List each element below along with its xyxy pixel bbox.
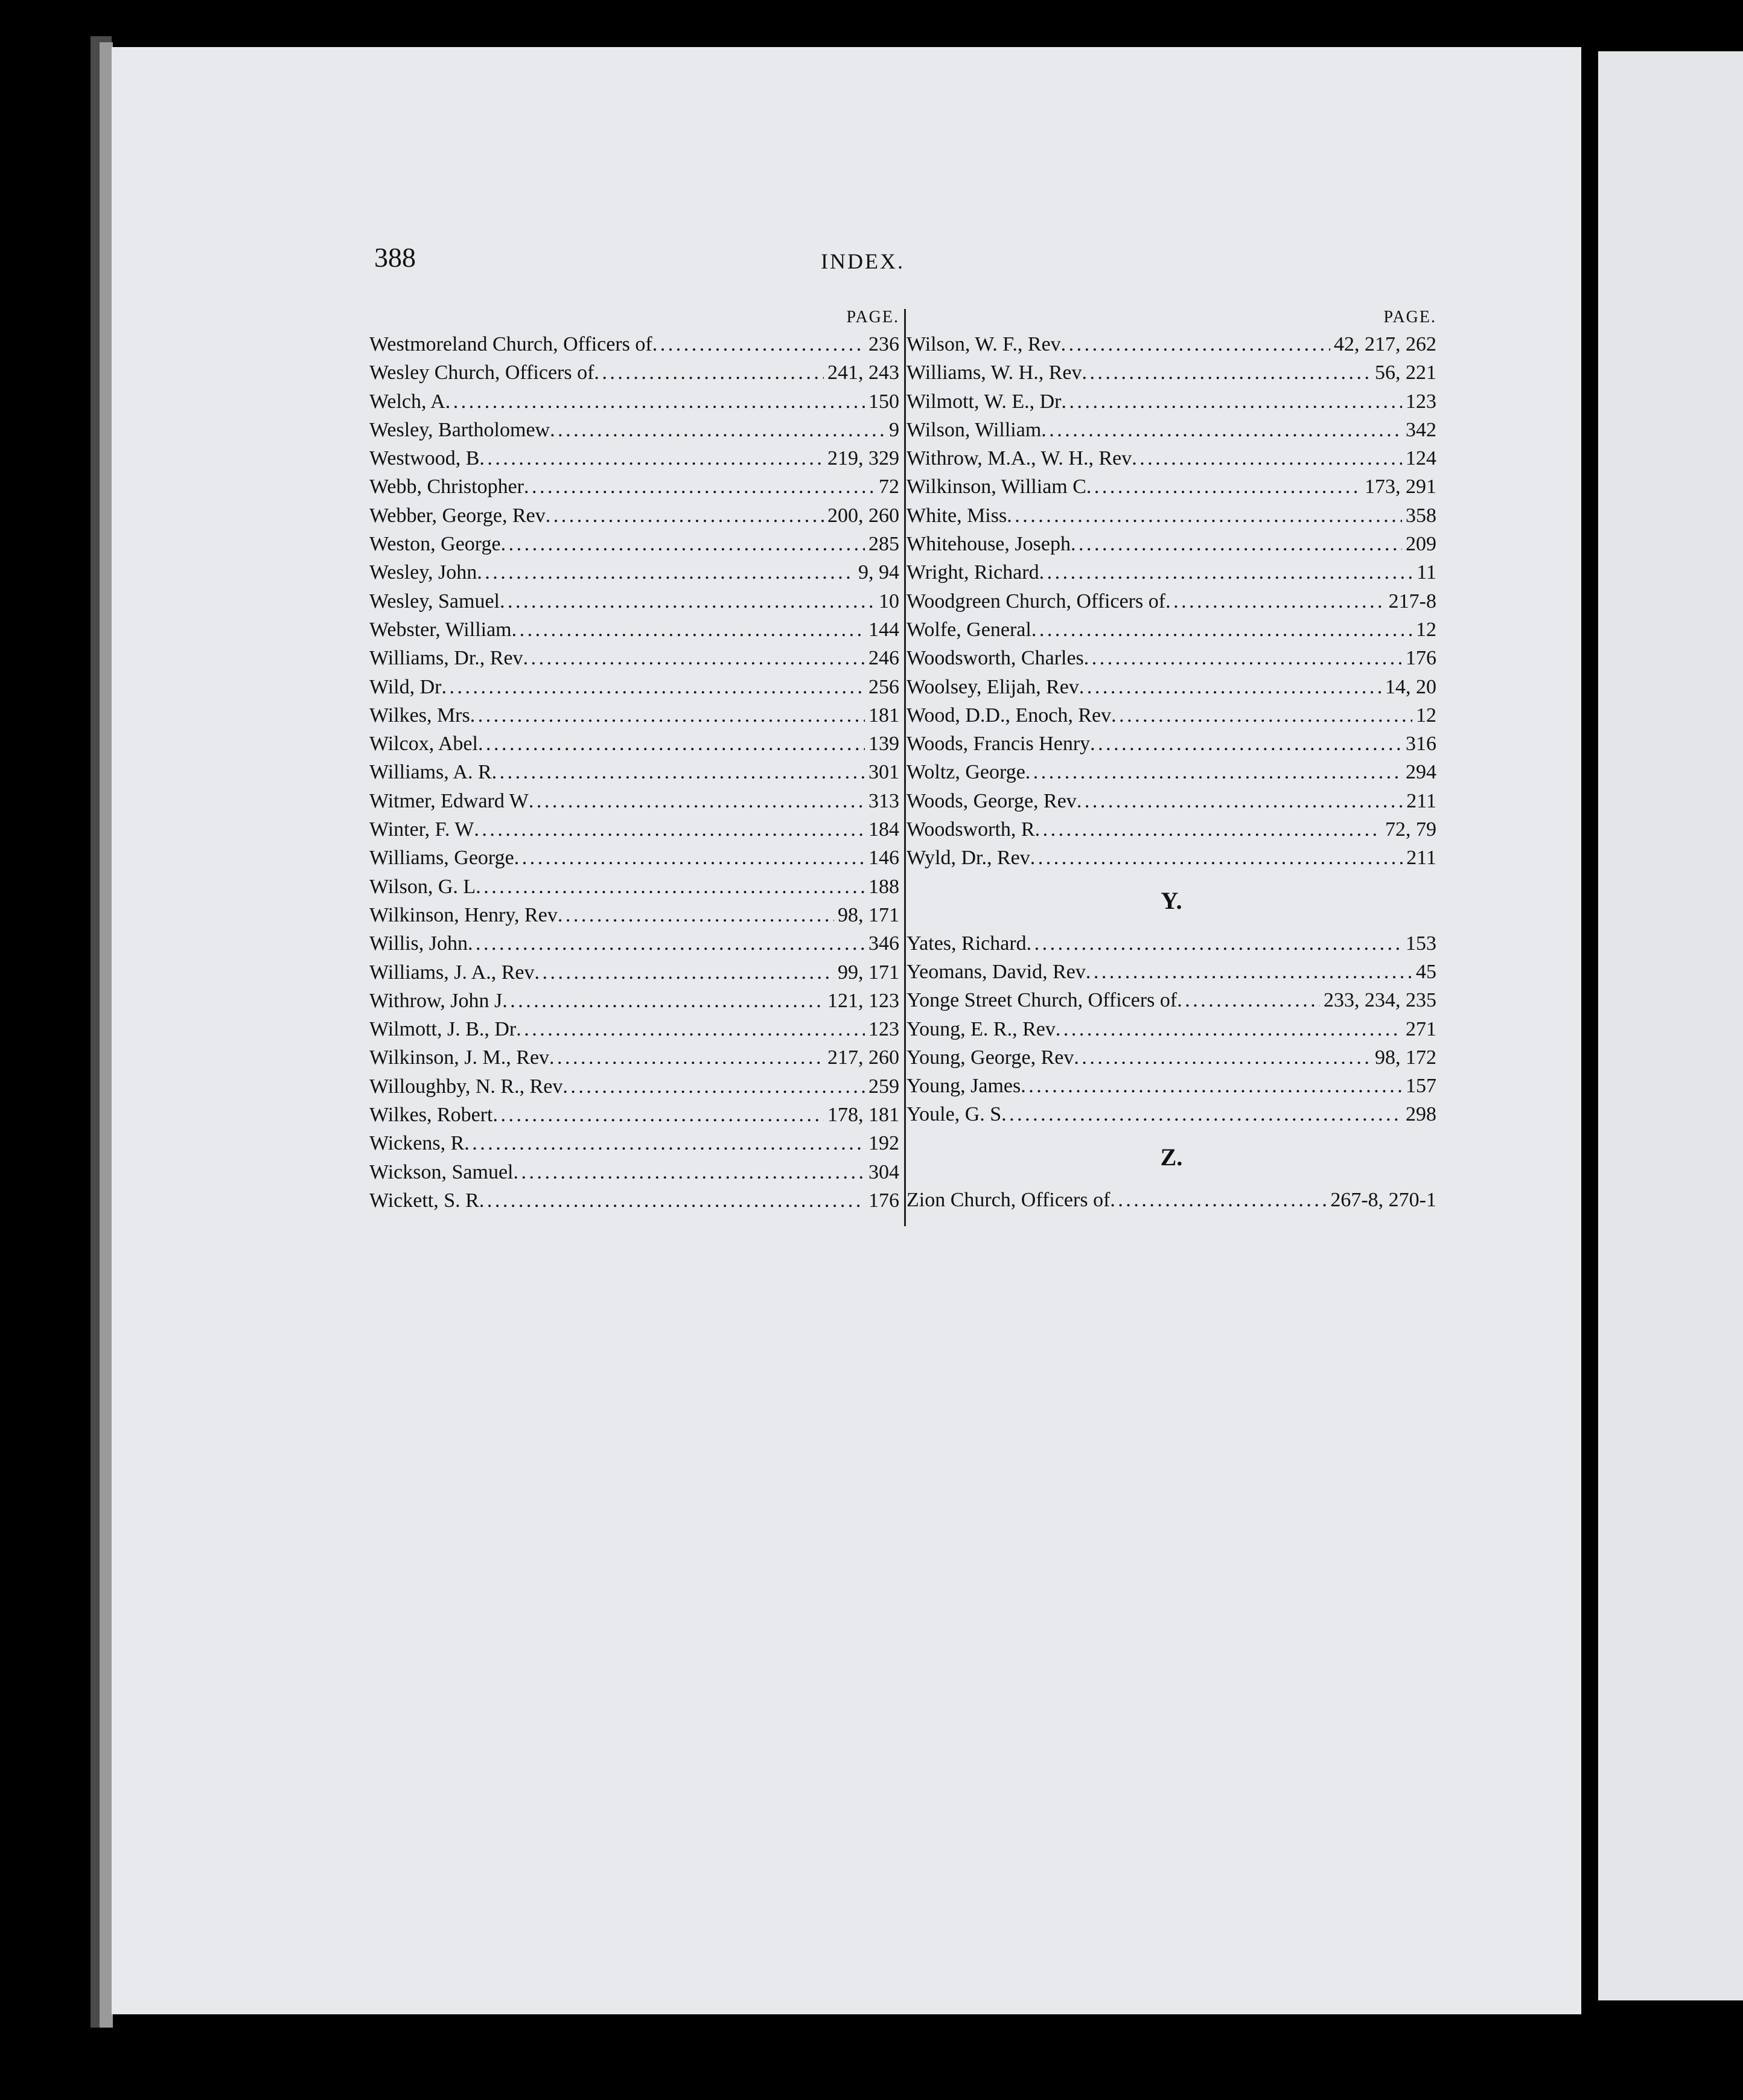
entry-pages: 358: [1406, 504, 1436, 527]
entry-pages: 45: [1416, 960, 1436, 983]
index-entry: [907, 530, 1436, 558]
index-entry: [907, 358, 1436, 387]
leader-dots: [1090, 730, 1402, 758]
left-entry-list: [369, 330, 899, 1215]
entry-pages: 72, 79: [1385, 818, 1436, 841]
index-entry: [369, 929, 899, 958]
index-entry: [907, 330, 1436, 358]
entry-pages: 173, 291: [1365, 476, 1436, 498]
index-entry: [369, 644, 899, 672]
index-entry: [369, 873, 899, 901]
leader-dots: [1111, 701, 1412, 730]
entry-pages: 200, 260: [827, 504, 899, 527]
index-entry: [369, 472, 899, 501]
index-entry: [369, 587, 899, 616]
index-entry: [907, 501, 1436, 530]
entry-name: Young, George, Rev: [907, 1046, 1074, 1069]
entry-name: Youle, G. S: [907, 1103, 1002, 1126]
entry-name: Wilcox, Abel: [369, 733, 478, 756]
index-entry: [907, 758, 1436, 786]
entry-name: Wilson, G. L: [369, 875, 476, 898]
entry-name: Westwood, B: [369, 447, 480, 470]
index-entry: [369, 787, 899, 815]
leader-dots: [479, 1186, 865, 1215]
leader-dots: [502, 987, 824, 1015]
index-entry: [369, 558, 899, 587]
facing-page: [1598, 51, 1743, 2000]
entry-pages: 42, 217, 262: [1334, 333, 1436, 355]
leader-dots: [477, 558, 855, 587]
index-entry: [907, 701, 1436, 730]
leader-dots: [1031, 616, 1412, 644]
leader-dots: [1079, 673, 1381, 701]
entry-name: Wesley, John: [369, 561, 477, 584]
index-entry: [369, 958, 899, 987]
leader-dots: [1071, 530, 1402, 558]
entry-pages: 217, 260: [827, 1046, 899, 1069]
entry-name: Westmoreland Church, Officers of: [369, 333, 652, 355]
entry-pages: 98, 171: [838, 903, 899, 926]
entry-name: Wesley Church, Officers of: [369, 361, 594, 384]
entry-pages: 56, 221: [1375, 361, 1436, 384]
page-stack-edge: [100, 42, 113, 2028]
leader-dots: [476, 873, 865, 901]
entry-pages: 9, 94: [858, 561, 899, 584]
leader-dots: [1027, 929, 1402, 958]
right-entry-list: [907, 330, 1436, 873]
index-entry: [907, 644, 1436, 672]
z-entry-list: [907, 1186, 1436, 1214]
leader-dots: [1110, 1186, 1327, 1214]
entry-pages: 246: [868, 647, 899, 670]
entry-pages: 342: [1406, 418, 1436, 441]
entry-pages: 72: [879, 476, 899, 498]
entry-pages: 146: [868, 847, 899, 870]
index-entry: [369, 1072, 899, 1101]
entry-pages: 157: [1406, 1075, 1436, 1098]
index-entry: [907, 416, 1436, 444]
entry-name: Welch, A: [369, 390, 445, 413]
index-entry: [369, 1158, 899, 1186]
entry-pages: 285: [868, 533, 899, 556]
index-entry: [369, 616, 899, 644]
index-entry: [369, 730, 899, 758]
entry-name: Woods, Francis Henry: [907, 733, 1091, 756]
index-entry: [907, 444, 1436, 472]
entry-name: Wilson, W. F., Rev: [907, 333, 1061, 355]
entry-name: Wickens, R: [369, 1132, 465, 1155]
entry-name: Wilkes, Mrs: [369, 704, 470, 727]
entry-pages: 267-8, 270-1: [1330, 1188, 1436, 1211]
entry-pages: 176: [1406, 647, 1436, 670]
entry-pages: 144: [868, 618, 899, 641]
index-entry: [369, 1186, 899, 1215]
entry-pages: 298: [1406, 1103, 1436, 1126]
index-entry: [369, 330, 899, 358]
entry-pages: 209: [1406, 533, 1436, 556]
running-head: INDEX.: [821, 249, 905, 273]
entry-name: Wyld, Dr., Rev: [907, 847, 1030, 870]
leader-dots: [478, 730, 865, 758]
index-entry: [907, 929, 1436, 958]
entry-name: Woodsworth, Charles: [907, 647, 1084, 670]
entry-pages: 153: [1406, 932, 1436, 955]
entry-pages: 123: [1406, 390, 1436, 413]
entry-pages: 184: [868, 818, 899, 841]
leader-dots: [479, 444, 824, 472]
right-column: [907, 305, 1436, 1214]
leader-dots: [445, 387, 865, 416]
index-entry: [907, 673, 1436, 701]
leader-dots: [1035, 815, 1381, 844]
leader-dots: [1056, 1015, 1402, 1043]
entry-pages: 14, 20: [1385, 675, 1436, 698]
leader-dots: [1165, 587, 1385, 616]
entry-name: Winter, F. W: [369, 818, 474, 841]
entry-name: Williams, A. R: [369, 761, 492, 784]
leader-dots: [549, 1043, 824, 1072]
entry-name: Yeomans, David, Rev: [907, 960, 1086, 983]
entry-name: Withrow, M.A., W. H., Rev: [907, 447, 1132, 470]
leader-dots: [513, 1158, 865, 1186]
leader-dots: [474, 815, 865, 844]
leader-dots: [1077, 787, 1403, 815]
index-entry: [369, 815, 899, 844]
entry-pages: 11: [1416, 561, 1436, 584]
page-column-header: PAGE.: [1383, 308, 1436, 326]
index-entry: [907, 1072, 1436, 1100]
leader-dots: [1084, 644, 1402, 672]
entry-name: Witmer, Edward W: [369, 789, 529, 812]
entry-name: Woods, George, Rev: [907, 789, 1077, 812]
leader-dots: [1039, 558, 1413, 587]
entry-name: Wilkes, Robert: [369, 1104, 493, 1127]
leader-dots: [1082, 358, 1371, 387]
entry-name: Webster, William: [369, 618, 512, 641]
leader-dots: [500, 587, 875, 616]
index-entry: [907, 1100, 1436, 1128]
leader-dots: [1041, 416, 1402, 444]
leader-dots: [470, 701, 865, 730]
index-entry: [369, 1101, 899, 1129]
index-entry: [369, 1043, 899, 1072]
index-entry: [907, 958, 1436, 986]
leader-dots: [492, 758, 865, 786]
entry-pages: 98, 172: [1375, 1046, 1436, 1069]
entry-name: Willis, John: [369, 932, 468, 955]
entry-pages: 271: [1406, 1017, 1436, 1040]
entry-name: Woodgreen Church, Officers of: [907, 590, 1166, 612]
leader-dots: [468, 929, 865, 958]
entry-name: Wild, Dr: [369, 675, 442, 698]
index-entry: [907, 1015, 1436, 1043]
leader-dots: [1132, 444, 1402, 472]
leader-dots: [523, 644, 865, 672]
index-entry: [369, 987, 899, 1015]
entry-name: Young, James: [907, 1075, 1021, 1098]
leader-dots: [550, 416, 885, 444]
entry-name: Webber, George, Rev: [369, 504, 546, 527]
entry-name: Wesley, Samuel: [369, 590, 500, 612]
index-entry: [369, 501, 899, 530]
index-entry: [907, 587, 1436, 616]
entry-pages: 313: [868, 789, 899, 812]
leader-dots: [514, 844, 865, 872]
entry-pages: 233, 234, 235: [1324, 989, 1436, 1012]
index-entry: [369, 358, 899, 387]
entry-name: Williams, Dr., Rev: [369, 647, 523, 670]
leader-dots: [1021, 1072, 1402, 1100]
leader-dots: [516, 1015, 865, 1043]
index-entry: [369, 1015, 899, 1043]
entry-name: Yates, Richard: [907, 932, 1027, 955]
index-entry: [907, 616, 1436, 644]
entry-name: Young, E. R., Rev: [907, 1017, 1056, 1040]
entry-name: Yonge Street Church, Officers of: [907, 989, 1177, 1012]
entry-pages: 176: [868, 1189, 899, 1212]
index-entry: [369, 416, 899, 444]
index-entry: [907, 472, 1436, 501]
entry-pages: 124: [1406, 447, 1436, 470]
entry-name: Woolsey, Elijah, Rev: [907, 675, 1079, 698]
entry-name: Wilkinson, William C: [907, 476, 1086, 498]
entry-pages: 12: [1416, 704, 1436, 727]
entry-name: Wesley, Bartholomew: [369, 418, 550, 441]
index-entry: [369, 901, 899, 929]
entry-name: Zion Church, Officers of: [907, 1188, 1110, 1211]
entry-name: Wilmott, W. E., Dr: [907, 390, 1062, 413]
leader-dots: [442, 673, 865, 701]
leader-dots: [652, 330, 865, 358]
index-entry: [907, 558, 1436, 587]
entry-name: Wolfe, General: [907, 618, 1031, 641]
entry-name: Wilkinson, Henry, Rev: [369, 903, 558, 926]
entry-pages: 9: [889, 418, 899, 441]
entry-pages: 346: [868, 932, 899, 955]
entry-name: Williams, George: [369, 847, 514, 870]
entry-pages: 256: [868, 675, 899, 698]
leader-dots: [594, 358, 824, 387]
index-entry: [907, 1186, 1436, 1214]
index-entry: [907, 787, 1436, 815]
index-entry: [369, 444, 899, 472]
entry-pages: 10: [879, 590, 899, 612]
index-entry: [369, 387, 899, 416]
left-column: [369, 305, 899, 1215]
entry-pages: 178, 181: [827, 1104, 899, 1127]
entry-pages: 304: [868, 1160, 899, 1183]
y-entry-list: [907, 929, 1436, 1129]
entry-pages: 211: [1406, 847, 1436, 870]
leader-dots: [512, 616, 865, 644]
entry-name: Woltz, George: [907, 761, 1025, 784]
index-entry: [907, 815, 1436, 844]
entry-pages: 12: [1416, 618, 1436, 641]
leader-dots: [1061, 387, 1402, 416]
entry-pages: 236: [868, 333, 899, 355]
entry-pages: 294: [1406, 761, 1436, 784]
index-entry: [907, 387, 1436, 416]
entry-name: White, Miss: [907, 504, 1007, 527]
entry-name: Whitehouse, Joseph: [907, 533, 1071, 556]
entry-pages: 181: [868, 704, 899, 727]
entry-name: Wickson, Samuel: [369, 1160, 514, 1183]
entry-pages: 121, 123: [827, 989, 899, 1012]
entry-pages: 211: [1406, 789, 1436, 812]
entry-pages: 217-8: [1388, 590, 1436, 612]
index-entry: [907, 1043, 1436, 1072]
leader-dots: [524, 472, 875, 501]
index-entry: [369, 701, 899, 730]
leader-dots: [1086, 472, 1361, 501]
index-entry: [907, 986, 1436, 1014]
entry-name: Withrow, John J: [369, 989, 503, 1012]
leader-dots: [1061, 330, 1330, 358]
leader-dots: [501, 530, 865, 558]
entry-name: Williams, J. A., Rev: [369, 961, 535, 984]
index-entry: [369, 530, 899, 558]
entry-pages: 188: [868, 875, 899, 898]
leader-dots: [492, 1101, 824, 1129]
entry-name: Webb, Christopher: [369, 476, 524, 498]
column-divider: [904, 309, 906, 1226]
page-column-header: PAGE.: [846, 308, 899, 326]
leader-dots: [464, 1129, 865, 1157]
entry-name: Wilmott, J. B., Dr: [369, 1018, 517, 1041]
index-entry: [369, 844, 899, 872]
index-entry: [907, 844, 1436, 872]
leader-dots: [1074, 1043, 1371, 1072]
leader-dots: [1177, 986, 1320, 1014]
entry-pages: 192: [868, 1132, 899, 1155]
entry-name: Willoughby, N. R., Rev: [369, 1075, 563, 1098]
leader-dots: [1030, 844, 1403, 872]
entry-name: Wilson, William: [907, 418, 1042, 441]
leader-dots: [1007, 501, 1402, 530]
entry-name: Wickett, S. R: [369, 1189, 479, 1212]
leader-dots: [534, 958, 834, 987]
entry-pages: 241, 243: [827, 361, 899, 384]
entry-name: Wright, Richard: [907, 561, 1039, 584]
entry-pages: 316: [1406, 733, 1436, 756]
section-letter-y: Y.: [1161, 886, 1182, 914]
entry-pages: 219, 329: [827, 447, 899, 470]
leader-dots: [529, 787, 865, 815]
entry-pages: 99, 171: [838, 961, 899, 984]
entry-pages: 301: [868, 761, 899, 784]
entry-name: Woodsworth, R: [907, 818, 1035, 841]
leader-dots: [1086, 958, 1412, 986]
index-entry: [907, 730, 1436, 758]
entry-name: Wilkinson, J. M., Rev: [369, 1046, 550, 1069]
leader-dots: [1001, 1100, 1402, 1128]
leader-dots: [546, 501, 824, 530]
index-entry: [369, 1129, 899, 1157]
section-letter-z: Z.: [1160, 1143, 1183, 1171]
entry-name: Weston, George: [369, 533, 501, 556]
entry-pages: 123: [868, 1018, 899, 1041]
entry-name: Williams, W. H., Rev: [907, 361, 1082, 384]
leader-dots: [558, 901, 834, 929]
entry-pages: 150: [868, 390, 899, 413]
index-entry: [369, 758, 899, 786]
entry-name: Wood, D.D., Enoch, Rev: [907, 704, 1112, 727]
page-number: 388: [374, 242, 416, 273]
leader-dots: [562, 1072, 865, 1101]
leader-dots: [1025, 758, 1402, 786]
entry-pages: 259: [868, 1075, 899, 1098]
index-entry: [369, 673, 899, 701]
entry-pages: 139: [868, 733, 899, 756]
